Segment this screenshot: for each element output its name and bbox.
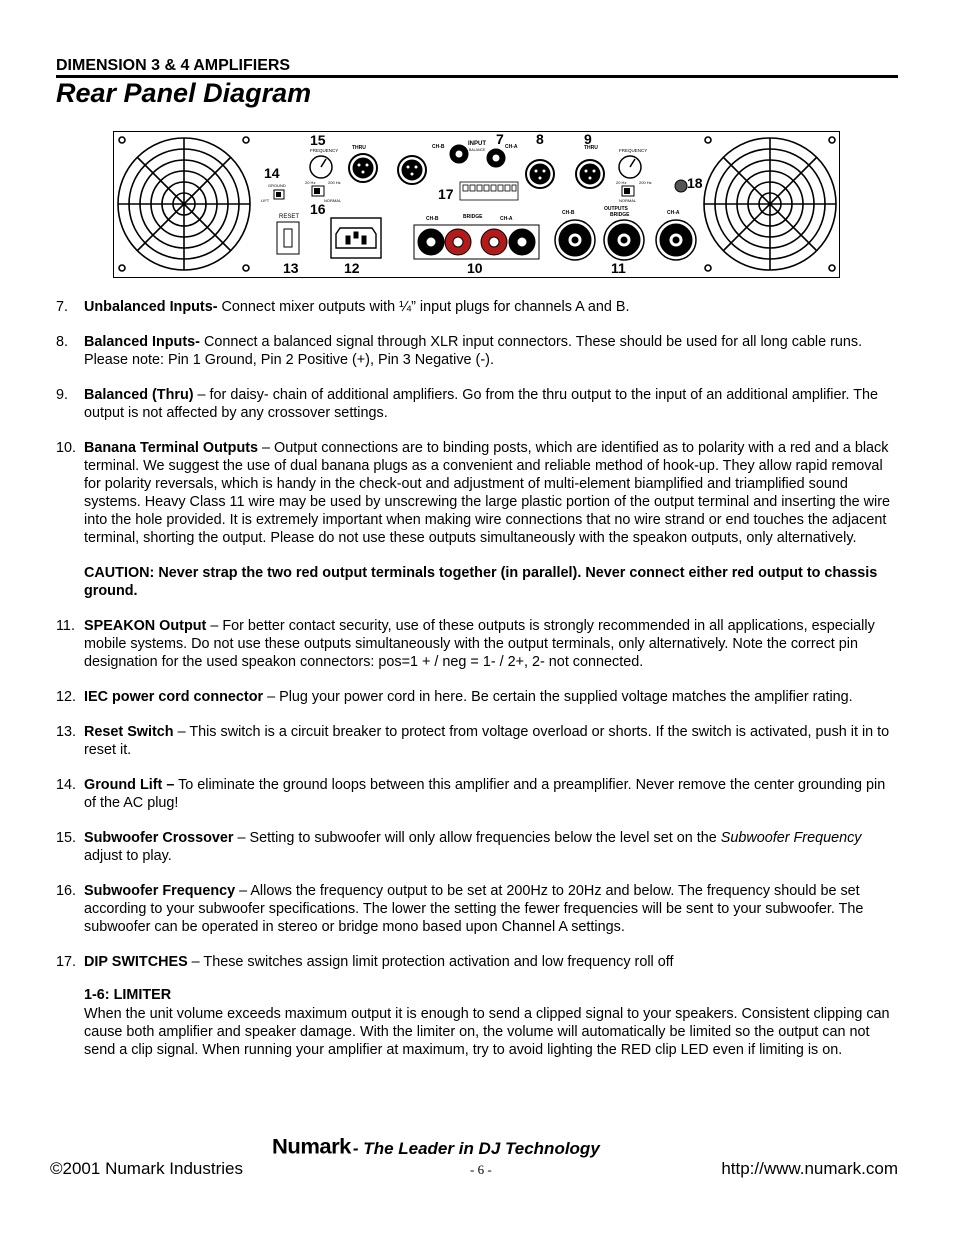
right-fan-grille bbox=[704, 137, 836, 271]
label-balance: BALANCE bbox=[469, 148, 486, 152]
list-item bbox=[56, 776, 898, 812]
item-number: 9. bbox=[56, 387, 69, 403]
speakon-bridge bbox=[604, 220, 644, 260]
label-chb-input: CH-B bbox=[432, 144, 445, 150]
xlr-input-chb bbox=[398, 156, 426, 184]
callout-9: 9 bbox=[584, 132, 592, 147]
label-bt-bridge: BRIDGE bbox=[463, 214, 483, 220]
item-number: 8. bbox=[56, 334, 69, 350]
left-frequency-knob bbox=[310, 156, 332, 178]
copyright: ©2001 Numark Industries bbox=[50, 1159, 244, 1178]
item-title: Reset Switch bbox=[84, 724, 174, 740]
caution-note: CAUTION: Never strap the two red output terminals together (in parallel). Never connect either red output to chassis ground. bbox=[84, 565, 878, 599]
list-item bbox=[56, 439, 898, 600]
label-thru-left: THRU bbox=[352, 145, 366, 151]
label-200hz-right: 200 Hz bbox=[639, 180, 652, 185]
limiter-section bbox=[84, 986, 898, 1059]
label-frequency-right: FREQUENCY bbox=[619, 148, 648, 153]
footer-url: http://www.numark.com bbox=[721, 1159, 898, 1178]
label-frequency-left: FREQUENCY bbox=[310, 148, 339, 153]
item-number: 12. bbox=[56, 689, 77, 705]
callout-14: 14 bbox=[264, 165, 280, 181]
item-italic: Subwoofer Frequency bbox=[720, 830, 862, 846]
item-text: – Output connections are to binding posts, which are identified as to polarity with a red and a black terminal. We suggest the use of dual banana plugs as a convenient and reliable method of hook-up. They allow rapid removal for polarity reversals, which is handy in the check-out and adjustment of multi-element biamplified and triamplified sound systems. Heavy Class 11 wire may be used by unscrewing the large plastic portion of the output terminal and inserting the wire into the hole provided. It is extremely important when making wire connections that no wire strand or end touches the adjacent terminal, shorting the output. Please do not use these outputs simultaneously with the speakon outputs, only alternatively. bbox=[84, 440, 891, 546]
item-title: Ground Lift – bbox=[84, 777, 175, 793]
callout-13: 13 bbox=[283, 260, 299, 276]
list-item bbox=[56, 386, 898, 422]
label-20hz-left: 20 Hz bbox=[305, 180, 316, 185]
item-title: Banana Terminal Outputs bbox=[84, 440, 259, 456]
speakon-cha bbox=[656, 220, 696, 260]
list-item bbox=[56, 723, 898, 759]
iec-power-connector bbox=[331, 218, 381, 258]
item-number: 7. bbox=[56, 299, 69, 315]
item-title: Subwoofer Frequency bbox=[84, 883, 236, 899]
item-number: 14. bbox=[56, 777, 77, 793]
item-number: 11. bbox=[56, 618, 75, 634]
label-lift: LIFT bbox=[261, 198, 270, 203]
xlr-thru-cha bbox=[576, 160, 604, 188]
label-200hz-left: 200 Hz bbox=[328, 180, 341, 185]
numark-logo: Numark bbox=[272, 1134, 351, 1159]
callout-11: 11 bbox=[611, 260, 626, 276]
item-number: 15. bbox=[56, 830, 77, 846]
footer-brand bbox=[272, 1134, 600, 1160]
label-normal-right: NORMAL bbox=[619, 198, 637, 203]
item-title: Balanced Inputs- bbox=[84, 334, 200, 350]
dip-switch-block bbox=[460, 182, 518, 200]
right-frequency-knob bbox=[619, 156, 641, 178]
label-out-cha: CH-A bbox=[667, 210, 680, 216]
label-thru-right: THRU bbox=[584, 145, 598, 151]
item-text: – Allows the frequency output to be set at 200Hz to 20Hz and below. The frequency should be set according to your subwoofer specifications. The lower the setting the fewer frequencies will be sent to your subwoofer. The subwoofer can be operated in stereo or bridge mono based upon Channel A settings. bbox=[84, 883, 864, 935]
item-text: – Setting to subwoofer will only allow frequencies below the level set on the bbox=[233, 830, 721, 846]
item-text: – This switch is a circuit breaker to protect from voltage overload or shorts. If the switch is activated, push it in to reset it. bbox=[84, 724, 890, 758]
item-number: 16. bbox=[56, 883, 77, 899]
label-bt-cha: CH-A bbox=[500, 216, 513, 222]
limiter-title: 1-6: LIMITER bbox=[84, 987, 172, 1003]
footer-tagline: - The Leader in DJ Technology bbox=[352, 1139, 600, 1158]
item-title: SPEAKON Output bbox=[84, 618, 207, 634]
callout-18: 18 bbox=[687, 175, 703, 191]
label-bt-chb: CH-B bbox=[426, 216, 439, 222]
item-title: Subwoofer Crossover bbox=[84, 830, 234, 846]
xlr-input-cha bbox=[526, 160, 554, 188]
item-text: – These switches assign limit protection activation and low frequency roll off bbox=[187, 954, 674, 970]
quarter-inch-jack-chb bbox=[450, 145, 468, 163]
list-item bbox=[56, 298, 898, 316]
list-item bbox=[56, 688, 898, 706]
label-cha-input: CH-A bbox=[505, 144, 518, 150]
item-title: Unbalanced Inputs- bbox=[84, 299, 218, 315]
item-text: To eliminate the ground loops between this amplifier and a preamplifier. Never remove the center grounding pin of the AC plug! bbox=[84, 777, 886, 811]
item-title: DIP SWITCHES bbox=[84, 954, 188, 970]
callout-10: 10 bbox=[467, 260, 483, 276]
page-title: Rear Panel Diagram bbox=[56, 78, 312, 108]
item-number: 13. bbox=[56, 724, 77, 740]
item-list bbox=[56, 298, 898, 1059]
item-number: 10. bbox=[56, 440, 77, 456]
label-out-chb: CH-B bbox=[562, 210, 575, 216]
item-text: – For better contact security, use of these outputs is strongly recommended in all applications, especially mobile systems. Do not use these outputs simultaneously with the output terminals, only alternatively. Note the correct pin designation for the used speakon connectors: pos=1 + / neg = 1- / 2+, 2- not connected. bbox=[84, 618, 875, 670]
callout-15: 15 bbox=[310, 132, 326, 148]
list-item bbox=[56, 829, 898, 865]
quarter-inch-jack-cha bbox=[487, 149, 505, 167]
list-item bbox=[56, 333, 898, 369]
list-item bbox=[56, 617, 898, 671]
xlr-thru-chb bbox=[349, 154, 377, 182]
item-text-end: adjust to play. bbox=[84, 848, 172, 864]
label-input: INPUT bbox=[468, 141, 486, 147]
item-text: Connect mixer outputs with ¼” input plugs for channels A and B. bbox=[217, 299, 630, 315]
limiter-text: When the unit volume exceeds maximum output it is enough to send a clipped signal to your speakers. Consistent clipping can cause both amplifier and speaker damage. With the limiter on, the volume will automatically be limited so the output can not send a clip signal. When running your amplifier at maximum, try to avoid lighting the RED clip LED even if limiting is on. bbox=[84, 1006, 890, 1058]
section-heading: DIMENSION 3 & 4 AMPLIFIERS bbox=[56, 57, 291, 74]
callout-16: 16 bbox=[310, 201, 326, 217]
list-item bbox=[56, 882, 898, 936]
list-item bbox=[56, 953, 898, 971]
callout-7: 7 bbox=[496, 132, 504, 147]
item-number: 17. bbox=[56, 954, 77, 970]
label-out-bridge: BRIDGE bbox=[610, 212, 630, 218]
callout-8: 8 bbox=[536, 132, 544, 147]
label-reset: RESET bbox=[279, 214, 300, 220]
item-text: Connect a balanced signal through XLR input connectors. These should be used for all long cable runs. Please note: Pin 1 Ground, Pin 2 Positive (+), Pin 3 Negative (-). bbox=[84, 334, 863, 368]
label-outputs: OUTPUTS bbox=[604, 206, 628, 212]
label-20hz-right: 20 Hz bbox=[616, 180, 627, 185]
item-title: IEC power cord connector bbox=[84, 689, 264, 705]
item-title: Balanced (Thru) bbox=[84, 387, 194, 403]
binding-posts bbox=[414, 225, 539, 259]
item-text: – Plug your power cord in here. Be certain the supplied voltage matches the amplifier rating. bbox=[263, 689, 853, 705]
page-number: - 6 - bbox=[470, 1162, 492, 1177]
rear-panel-diagram bbox=[113, 131, 840, 278]
left-fan-grille bbox=[118, 137, 250, 271]
item-text: – for daisy- chain of additional amplifiers. Go from the thru output to the input of an additional amplifier. The output is not affected by any crossover settings. bbox=[84, 387, 879, 421]
speakon-chb bbox=[555, 220, 595, 260]
callout-12: 12 bbox=[344, 260, 360, 276]
label-ground: GROUND bbox=[268, 183, 286, 188]
label-normal-left: NORMAL bbox=[324, 198, 342, 203]
indicator-led-18 bbox=[675, 180, 687, 192]
callout-17: 17 bbox=[438, 186, 454, 202]
